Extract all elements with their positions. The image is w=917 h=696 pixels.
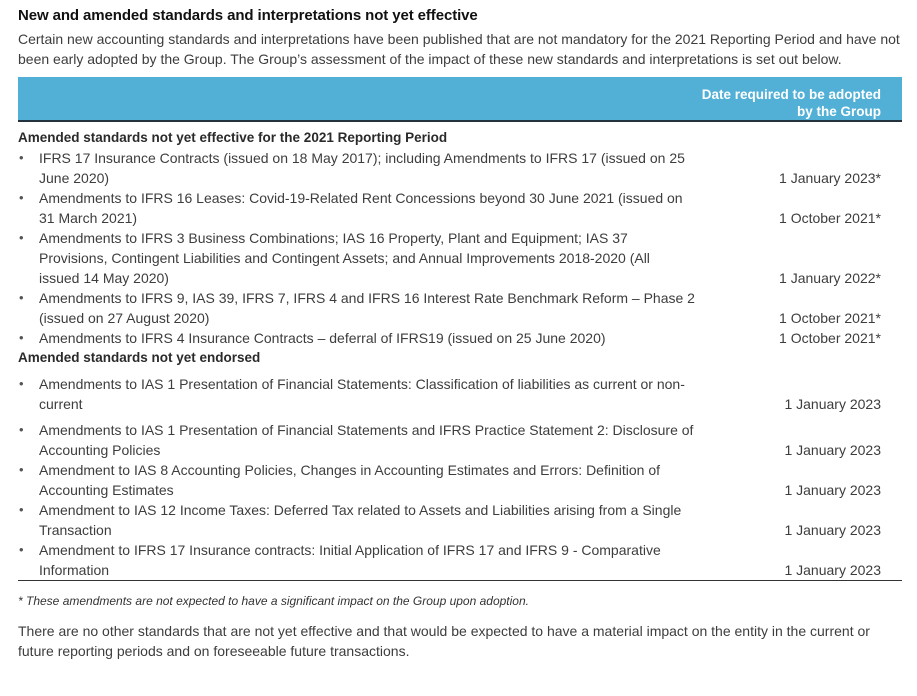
row-description: Amendments to IAS 1 Presentation of Financial Statements and IFRS Practice Statement 2: Disclosure of Accounting Policies <box>39 422 694 458</box>
intro-paragraph: Certain new accounting standards and interpretations have been published that are not mandatory for the 2021 Reporting Period and have not been early adopted by the Group. The Group’s assessment of the impact of these new standards and interpretations is set out below. <box>18 31 900 67</box>
standards-table-header <box>18 77 902 122</box>
row-description: Amendments to IAS 1 Presentation of Financial Statements: Classification of liabilities as current or non-current <box>39 376 685 412</box>
table-row <box>18 420 902 460</box>
closing-paragraph: There are no other standards that are not yet effective and that would be expected to have a material impact on the entity in the current or future reporting periods and on foreseeable future transactions. <box>18 623 870 659</box>
row-description: IFRS 17 Insurance Contracts (issued on 18 May 2017); including Amendments to IFRS 17 (issued on 25 June 2020) <box>39 150 685 186</box>
row-description: Amendments to IFRS 9, IAS 39, IFRS 7, IFRS 4 and IFRS 16 Interest Rate Benchmark Reform – Phase 2 (issued on 27 August 2020) <box>39 290 695 326</box>
row-date: 1 January 2022* <box>779 270 881 286</box>
row-date: 1 October 2021* <box>779 310 881 326</box>
table-row <box>18 540 902 580</box>
row-description: Amendments to IFRS 16 Leases: Covid-19-Related Rent Concessions beyond 30 June 2021 (issued on 31 March 2021) <box>39 190 683 226</box>
row-date: 1 January 2023* <box>779 170 881 186</box>
row-description: Amendment to IAS 12 Income Taxes: Deferred Tax related to Assets and Liabilities arising from a Single Transaction <box>39 502 682 538</box>
table-row <box>18 148 902 188</box>
document-page <box>18 6 904 675</box>
bullet-icon: • <box>19 230 24 245</box>
row-date: 1 January 2023 <box>784 482 881 498</box>
bullet-icon: • <box>19 330 24 345</box>
table-row <box>18 188 902 228</box>
standards-table-body <box>18 128 904 580</box>
table-row <box>18 288 902 328</box>
date-column-header-line2: by the Group <box>797 104 881 119</box>
row-description: Amendment to IFRS 17 Insurance contracts: Initial Application of IFRS 17 and IFRS 9 - Comparative Information <box>39 542 661 578</box>
bullet-icon: • <box>19 150 24 165</box>
table-row <box>18 460 902 500</box>
bullet-icon: • <box>19 190 24 205</box>
bullet-icon: • <box>19 542 24 557</box>
row-description: Amendment to IAS 8 Accounting Policies, Changes in Accounting Estimates and Errors: Definition of Accounting Estimates <box>39 462 660 498</box>
row-date: 1 January 2023 <box>784 396 881 412</box>
row-date: 1 January 2023 <box>784 522 881 538</box>
bullet-icon: • <box>19 462 24 477</box>
table-bottom-rule <box>18 580 902 581</box>
bullet-icon: • <box>19 502 24 517</box>
section-title-not-yet-endorsed: Amended standards not yet endorsed <box>18 350 261 365</box>
table-row <box>18 374 902 414</box>
footnote: * These amendments are not expected to have a significant impact on the Group upon adoption. <box>18 594 529 608</box>
bullet-icon: • <box>19 376 24 391</box>
row-description: Amendments to IFRS 4 Insurance Contracts – deferral of IFRS19 (issued on 25 June 2020) <box>39 330 606 346</box>
page-heading: New and amended standards and interpretations not yet effective <box>18 7 478 24</box>
table-row <box>18 328 902 348</box>
date-column-header <box>702 86 881 120</box>
bullet-icon: • <box>19 422 24 437</box>
date-column-header-line1: Date required to be adopted <box>701 87 881 102</box>
table-row <box>18 500 902 540</box>
row-date: 1 October 2021* <box>779 210 881 226</box>
row-date: 1 January 2023 <box>784 442 881 458</box>
row-date: 1 January 2023 <box>784 562 881 578</box>
table-row <box>18 228 902 288</box>
row-date: 1 October 2021* <box>779 330 881 346</box>
section-title-not-yet-effective: Amended standards not yet effective for the 2021 Reporting Period <box>18 130 448 145</box>
bullet-icon: • <box>19 290 24 305</box>
row-description: Amendments to IFRS 3 Business Combinations; IAS 16 Property, Plant and Equipment; IAS 37 Provisions, Contingent Liabilities and Contingent Assets; and Annual Improvements 2018-2020 (All issued 14 May 2020) <box>39 230 650 286</box>
